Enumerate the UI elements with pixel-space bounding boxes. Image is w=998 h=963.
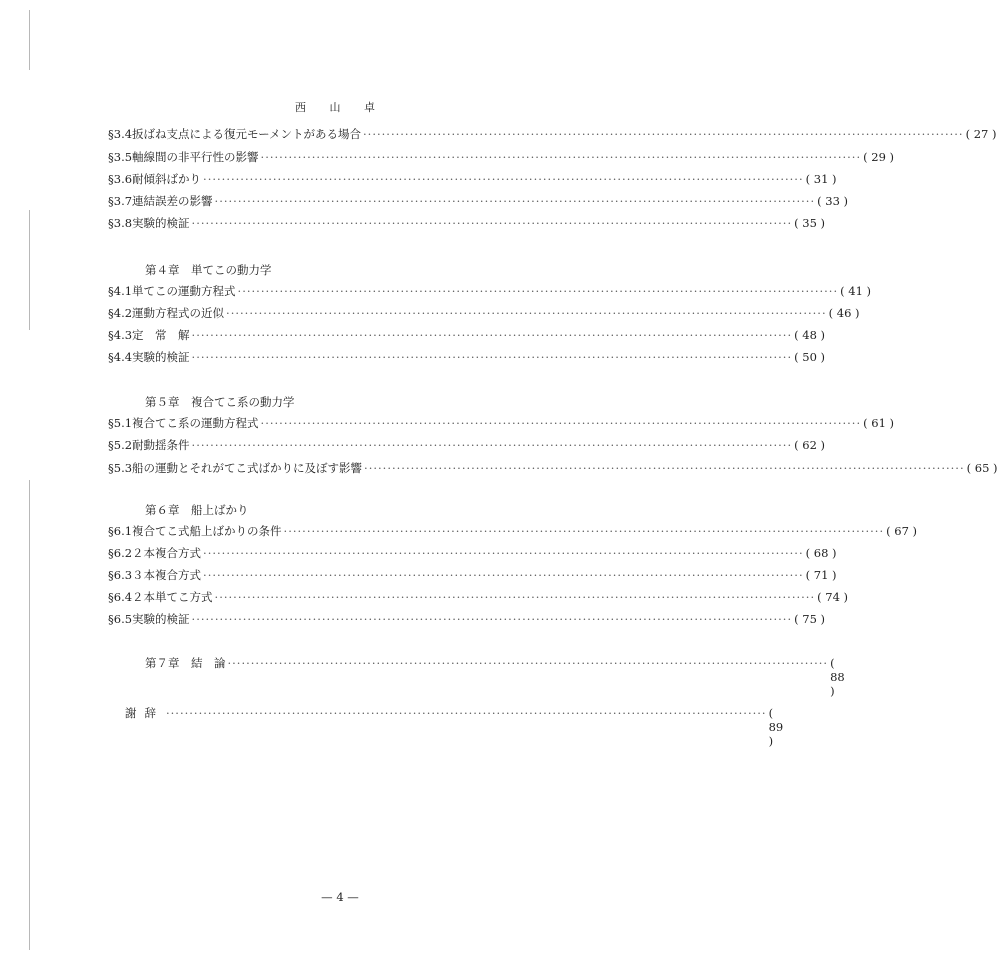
toc-entry[interactable] bbox=[108, 193, 849, 209]
dot-leader: ································································································································· bbox=[191, 216, 793, 230]
section-number: 6.1 bbox=[113, 524, 133, 538]
section-number: 3.8 bbox=[113, 216, 133, 230]
toc-entry[interactable] bbox=[108, 171, 837, 187]
section-title: 複合てこ系の運動方程式 bbox=[132, 416, 259, 430]
page-number: — 4 — bbox=[321, 890, 359, 904]
toc-entry[interactable] bbox=[108, 523, 918, 539]
section-number: 5.3 bbox=[113, 461, 133, 475]
toc-entry[interactable] bbox=[108, 349, 826, 365]
dot-leader: ································································································································· bbox=[166, 706, 767, 720]
section-title: 実験的検証 bbox=[132, 612, 190, 626]
dot-leader: ································································································································· bbox=[260, 416, 862, 430]
section-symbol: § bbox=[108, 590, 114, 604]
section-title: 連結誤差の影響 bbox=[132, 194, 213, 208]
section-number: 4.4 bbox=[113, 350, 133, 364]
section-title: 耐傾斜ばかり bbox=[132, 172, 202, 186]
dot-leader: ································································································································· bbox=[191, 350, 793, 364]
chapter-heading[interactable]: 第６章 船上ばかり bbox=[145, 503, 249, 517]
section-symbol: § bbox=[108, 172, 114, 186]
section-number: 4.3 bbox=[113, 328, 133, 342]
page-reference: ( 27 ) bbox=[965, 127, 997, 141]
page-reference: ( 61 ) bbox=[863, 416, 895, 430]
section-symbol: § bbox=[108, 612, 114, 626]
toc-entry[interactable] bbox=[108, 460, 998, 476]
dot-leader: ································································································································· bbox=[227, 656, 829, 670]
section-title: 定 常 解 bbox=[132, 328, 190, 342]
section-title: 運動方程式の近似 bbox=[132, 306, 225, 320]
page-reference: ( 48 ) bbox=[794, 328, 826, 342]
toc-entry[interactable] bbox=[108, 305, 860, 321]
toc-entry[interactable] bbox=[108, 611, 826, 627]
dot-leader: ································································································································· bbox=[191, 612, 793, 626]
section-title: ２本複合方式 bbox=[132, 546, 202, 560]
chapter-heading: 第７章 結 論 bbox=[145, 656, 226, 670]
dot-leader: ································································································································· bbox=[237, 284, 839, 298]
page-reference: ( 35 ) bbox=[794, 216, 826, 230]
chapter-heading[interactable]: 第４章 単てこの動力学 bbox=[145, 263, 272, 277]
toc-entry-acknowledgement[interactable] bbox=[125, 705, 784, 748]
page-reference: ( 89 ) bbox=[768, 706, 784, 748]
toc-entry[interactable] bbox=[108, 215, 826, 231]
section-title: 船の運動とそれがてこ式ばかりに及ぼす影響 bbox=[132, 461, 363, 475]
section-symbol: § bbox=[108, 306, 114, 320]
section-symbol: § bbox=[108, 438, 114, 452]
dot-leader: ································································································································· bbox=[260, 150, 862, 164]
section-symbol: § bbox=[108, 416, 114, 430]
page-reference: ( 41 ) bbox=[840, 284, 872, 298]
section-number: 6.5 bbox=[113, 612, 133, 626]
dot-leader: ································································································································· bbox=[191, 438, 793, 452]
section-symbol: § bbox=[108, 568, 114, 582]
page-reference: ( 74 ) bbox=[817, 590, 849, 604]
section-number: 6.3 bbox=[113, 568, 133, 582]
section-number: 4.2 bbox=[113, 306, 133, 320]
section-symbol: § bbox=[108, 150, 114, 164]
toc-entry[interactable] bbox=[108, 126, 997, 142]
page-reference: ( 75 ) bbox=[794, 612, 826, 626]
section-symbol: § bbox=[108, 461, 114, 475]
dot-leader: ································································································································· bbox=[226, 306, 827, 320]
page-reference: ( 31 ) bbox=[805, 172, 837, 186]
dot-leader: ································································································································· bbox=[363, 127, 964, 141]
section-title: ２本単てこ方式 bbox=[132, 590, 213, 604]
section-title: 扳ばね支点による復元モーメントがある場合 bbox=[132, 127, 362, 141]
page-header-author: 西 山 卓 bbox=[295, 101, 385, 114]
section-symbol: § bbox=[108, 284, 114, 298]
toc-entry-chapter7[interactable] bbox=[145, 655, 845, 698]
section-title: 実験的検証 bbox=[132, 216, 190, 230]
dot-leader: ································································································································· bbox=[191, 328, 793, 342]
toc-entry[interactable] bbox=[108, 437, 826, 453]
section-symbol: § bbox=[108, 194, 114, 208]
toc-entry[interactable] bbox=[108, 283, 872, 299]
section-number: 3.4 bbox=[113, 127, 133, 141]
dot-leader: ································································································································· bbox=[203, 546, 804, 560]
dot-leader: ································································································································· bbox=[203, 568, 804, 582]
chapter-heading[interactable]: 第５章 複合てこ系の動力学 bbox=[145, 395, 295, 409]
section-title: ３本複合方式 bbox=[132, 568, 202, 582]
page-reference: ( 65 ) bbox=[966, 461, 998, 475]
section-symbol: § bbox=[108, 350, 114, 364]
section-symbol: § bbox=[108, 216, 114, 230]
section-symbol: § bbox=[108, 328, 114, 342]
page-reference: ( 29 ) bbox=[863, 150, 895, 164]
section-title: 単てこの運動方程式 bbox=[132, 284, 236, 298]
section-title: 実験的検証 bbox=[132, 350, 190, 364]
binding-edge-line bbox=[29, 480, 30, 950]
toc-entry[interactable] bbox=[108, 567, 837, 583]
section-number: 3.5 bbox=[113, 150, 133, 164]
page-reference: ( 46 ) bbox=[828, 306, 860, 320]
toc-entry[interactable] bbox=[108, 545, 837, 561]
dot-leader: ································································································································· bbox=[214, 590, 816, 604]
section-symbol: § bbox=[108, 546, 114, 560]
section-number: 4.1 bbox=[113, 284, 133, 298]
toc-entry[interactable] bbox=[108, 415, 895, 431]
page-reference: ( 88 ) bbox=[830, 656, 845, 698]
page-reference: ( 50 ) bbox=[794, 350, 826, 364]
section-title: 軸線間の非平行性の影響 bbox=[132, 150, 259, 164]
page-reference: ( 62 ) bbox=[794, 438, 826, 452]
toc-entry[interactable] bbox=[108, 149, 895, 165]
binding-edge-line bbox=[29, 10, 30, 70]
section-number: 5.2 bbox=[113, 438, 133, 452]
toc-entry[interactable] bbox=[108, 589, 849, 605]
section-number: 6.4 bbox=[113, 590, 133, 604]
dot-leader: ································································································································· bbox=[364, 461, 965, 475]
section-number: 3.6 bbox=[113, 172, 133, 186]
section-title: 複合てこ式船上ばかりの条件 bbox=[132, 524, 282, 538]
section-symbol: § bbox=[108, 127, 114, 141]
section-number: 3.7 bbox=[113, 194, 133, 208]
page-reference: ( 71 ) bbox=[805, 568, 837, 582]
binding-edge-line bbox=[29, 210, 30, 330]
section-symbol: § bbox=[108, 524, 114, 538]
page-reference: ( 67 ) bbox=[886, 524, 918, 538]
section-number: 5.1 bbox=[113, 416, 133, 430]
toc-entry[interactable] bbox=[108, 327, 826, 343]
dot-leader: ································································································································· bbox=[214, 194, 816, 208]
section-title: 耐動揺条件 bbox=[132, 438, 190, 452]
dot-leader: ································································································································· bbox=[203, 172, 804, 186]
dot-leader: ································································································································· bbox=[283, 524, 885, 538]
section-number: 6.2 bbox=[113, 546, 133, 560]
page-reference: ( 68 ) bbox=[805, 546, 837, 560]
page-reference: ( 33 ) bbox=[817, 194, 849, 208]
acknowledgement-heading: 謝辞 bbox=[125, 706, 164, 720]
